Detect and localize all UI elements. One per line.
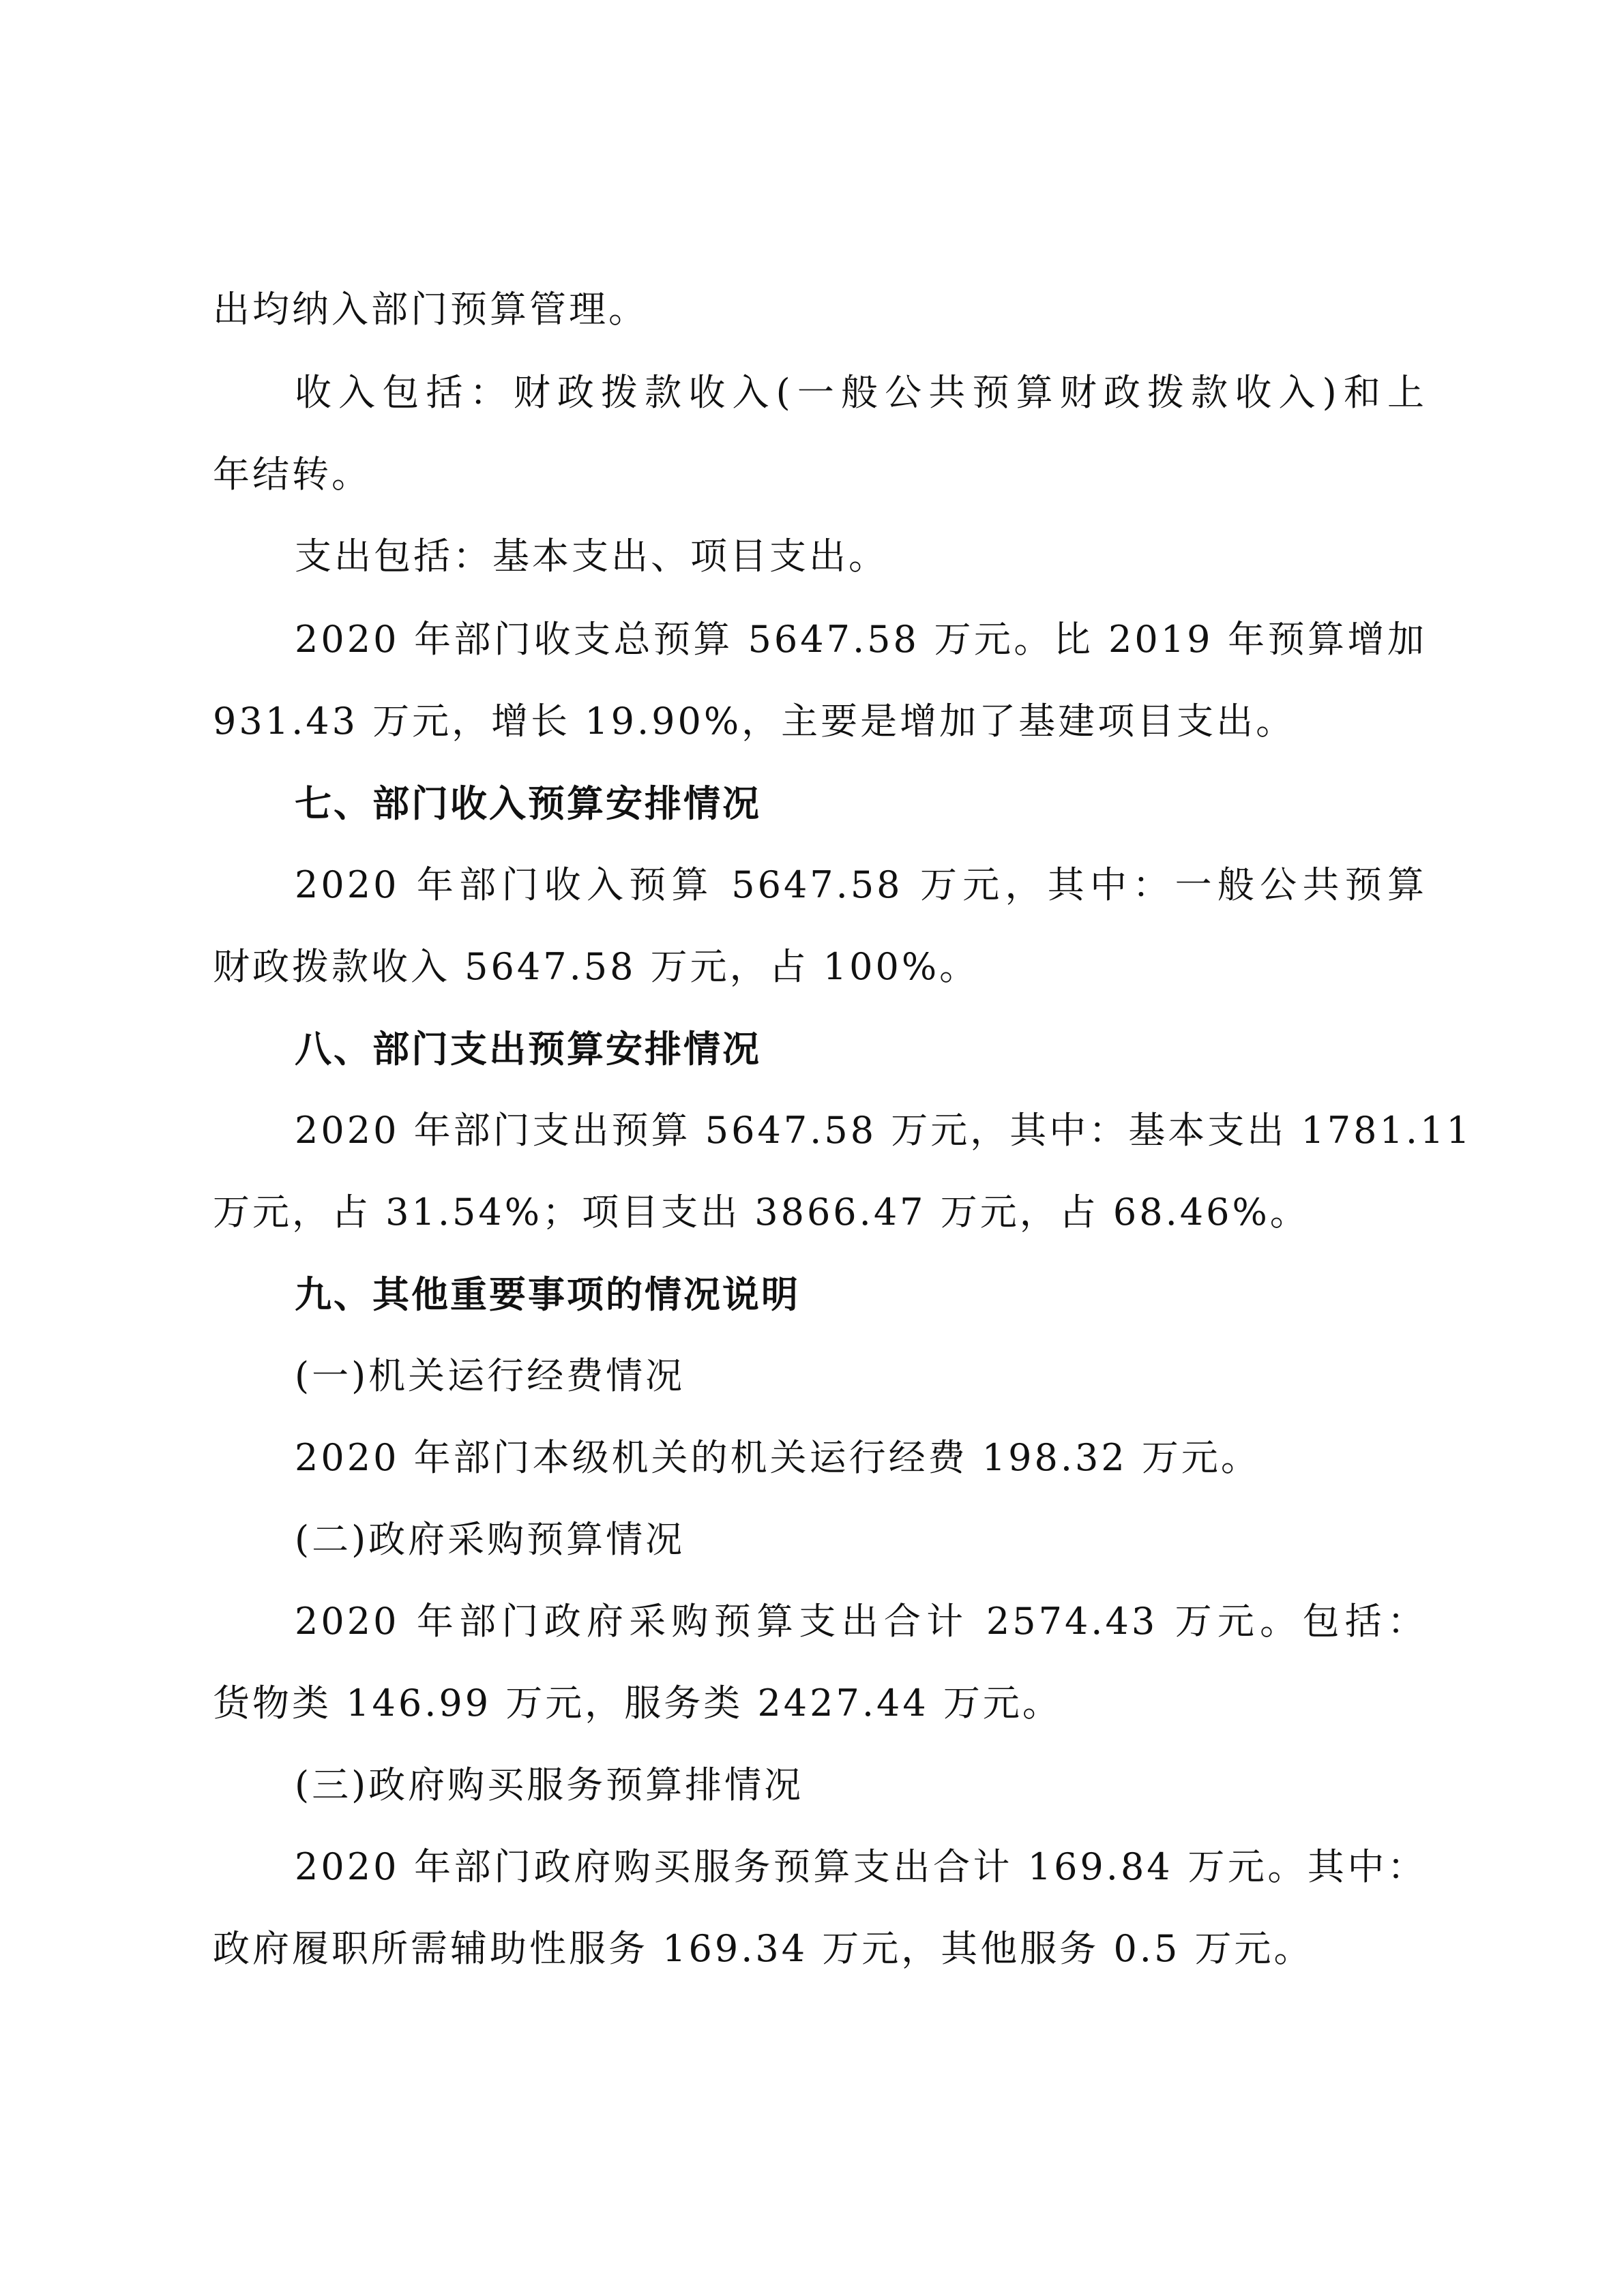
subsection-heading: (三)政府购买服务预算排情况	[295, 1763, 804, 1806]
paragraph-line: 出均纳入部门预算管理。	[213, 288, 648, 331]
paragraph-line: 政府履职所需辅助性服务 169.34 万元，其他服务 0.5 万元。	[213, 1927, 1314, 1970]
section-heading: 八、部门支出预算安排情况	[295, 1027, 761, 1071]
paragraph-line: 2020 年部门收支总预算 5647.58 万元。比 2019 年预算增加	[295, 618, 1427, 661]
section-heading: 七、部门收入预算安排情况	[295, 781, 761, 825]
paragraph-line: 货物类 146.99 万元，服务类 2427.44 万元。	[213, 1682, 1062, 1725]
paragraph-line: 2020 年部门政府购买服务预算支出合计 169.84 万元。其中：	[295, 1845, 1427, 1888]
paragraph-line: 931.43 万元，增长 19.90%，主要是增加了基建项目支出。	[213, 700, 1296, 743]
subsection-heading: (一)机关运行经费情况	[295, 1354, 685, 1397]
paragraph-line: 2020 年部门支出预算 5647.58 万元，其中：基本支出 1781.11	[295, 1109, 1473, 1152]
paragraph-line: 2020 年部门收入预算 5647.58 万元，其中：一般公共预算	[295, 863, 1427, 906]
subsection-heading: (二)政府采购预算情况	[295, 1518, 685, 1561]
section-heading: 九、其他重要事项的情况说明	[295, 1272, 800, 1316]
paragraph-line: 2020 年部门政府采购预算支出合计 2574.43 万元。包括：	[295, 1600, 1427, 1643]
paragraph-line: 财政拨款收入 5647.58 万元，占 100%。	[213, 945, 979, 988]
paragraph-line: 支出包括：基本支出、项目支出。	[295, 535, 888, 578]
paragraph-line: 万元，占 31.54%；项目支出 3866.47 万元，占 68.46%。	[213, 1191, 1310, 1234]
paragraph-line: 年结转。	[213, 453, 371, 496]
paragraph-line: 2020 年部门本级机关的机关运行经费 198.32 万元。	[295, 1436, 1260, 1479]
paragraph-line: 收入包括：财政拨款收入(一般公共预算财政拨款收入)和上	[295, 371, 1427, 414]
